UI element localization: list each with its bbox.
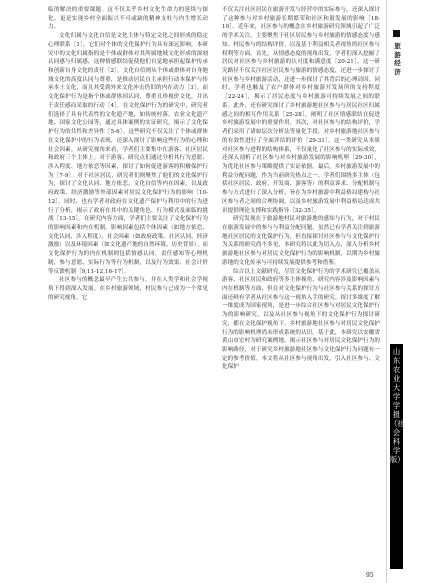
- right-paragraph-3: 综合以上文献研究，尽管文化保护行为的学术研究已覆盖从游客、社区居民和政府等多主体视角，研究内容涉及影响因素与内在机制等方面，但在对文化保护行为与社区参与关系的探讨方面还鲜有学者从社区参与这一视角入手的研究。探讨多维度了解一维度成为国家视角，是进一步综合社区参与对居民文化保护行为的影响研究，以及从社区参与视角下的文化保护行为探讨研究，都在文化保护视角下，乡村旅游地社区参与对居民文化保护行为的影响机理尚未形成系统的认识。基于此，本研究以安徽省黄山市宏村为研究案例地，揭示社区参与对居民文化保护行为的影响路径，对于研究乡村旅游地社区参与文化保护行为问题有一定的参考价值。本文将从社区参与视角出发，引入社区参与、文化保护: [222, 268, 380, 371]
- journal-name-band: 山东农业大学学报（社会科学版）: [390, 344, 403, 569]
- section-marker-square-icon: [393, 30, 400, 37]
- sidebar-divider: [386, 0, 387, 583]
- right-paragraph-2: 研究发现在于旅游地村民对旅游地的感知与行为，对于村民在旅游发展中的参与与利益分配问题，虽然已有学者关注到旅游地社区居民的文化保护行为，但直接探讨社区参与与文化保护行为关系的研究尚不多见，本研究将以此为切入点，深入分析乡村旅游地社区参与对居民文化保护行为的影响机制，以期为乡村旅游地的文化传承与可持续发展提供参考和借鉴。: [222, 216, 380, 266]
- right-paragraph-1: 不仅关注社区居民在旅游开发与经营中的实际参与，还深入探讨了这种参与对乡村旅游长期繁荣和社区和谐发展的影响［18-19］。近年来，社区参与的概念在乡村旅游研究领域引起了广泛的学术关注，主要聚焦于社区居民参与乡村旅游的情感态度与感知、村民参与的结构评价，以及基于利益相关者视角的社区参与权利等方面。首先，从情感态度的视角出发，学者们深入挖掘了居民对社区参与乡村旅游的认可度和满意度［20-21］，这一研究路径不仅关注社区居民参与旅游的情感态度，还进一步探讨了社区参与乡村旅游活动，还进一步探讨了其背后的心理动因。同时，学者也触及了农户群体对乡村旅游开发场所的支持程度［22-24］，揭示了居民态度与乡村旅游可持续发展之间的联系。此外，还有研究探讨了乡村旅游地社区参与与居民社区归属感之间的相互作用关系［25-28］，阐明了社区情感联结在促进乡村旅游发展中的重要作用。其次，对社区参与的结构评价，学者们采用了诸如层次分析法等量化手段，对乡村旅游地社区参与的有效性进行了全面评估的评价［29-31］。这一类研究从本质对社区参与进程的结构体系，不仅量化了社区参与的实际成效，还深入剖析了社区参与对乡村旅游发展的影响机理［29-30］，为优化社区参与策略提供了实证依据。最后，乡村旅游发展中的利益分配问题，作为当前研究热点之一，学者们围绕多主体（包括社区居民、政府、开发商、游客等）的利益诉求、分配机制与参与方式进行了深入分析，旨在为乡村旅游中利益格局建构与社区参与者之间的合理协调，以及乡村旅游发展中利益格局达成共识提供理论支撑和实践指导［32-35］。: [222, 7, 380, 214]
- left-text-column: [48, 6, 208, 302]
- left-paragraph-3: 社区参与的概念最早产生公共参与，并在人类学和社会学视角下得到深入发展。在乡村旅游领域，村民参与已成为一个常见的研究视角，它: [48, 277, 208, 301]
- section-title: 旅游经济: [394, 42, 401, 76]
- right-text-column: [222, 6, 380, 372]
- left-paragraph-2: 文化归属与文化自信是文化主体与特定文化之间形成的稳定心理联系［1］，它们对个体的文化保护行为具有深远影响。本研究中的文化归属指的是个体或群体对其所属地域文化形成的深刻认同感与归属感，这种情感联结促使他们自觉地承担起保护传承和创新自身文化的责任［2］。文化自信则从个体或群体对自身地域文化的高度认同与尊重，是推动居民自主承担行动本保护与传承本土文化，而且其受到外来文化冲击仍旧的内在动力［3］。而文化保护行为是指个体或群体因认同，尊重且珍视价文化，并出于责任感而采取的行动［4］。在文化保护行为的研究中，研究者们选择了具有代表性的文化遗产地，如传统村落、农业文化遗产地、国家文化公园等，通过具体案例的实证研究，揭示了文化保护行为的共性和差异性［5-6］。这些研究不仅关注了个体或群体在文化保护中的行为表现，还深入探讨了影响这些行为的心理和社会因素。从研究视角来看，学者们主要集中在游客、社区居民和政府三个主体上。对于游客，研究点们通过分析其行为意愿、涉入程度、地方依恋等因素，探讨了如何促进游客的积极保护行为［7-9］。对于社区居民，研究者们则聚焦了他们的文化保护行为，探讨了文化认同、地方依恋、文化自信等内在因素，以及政府政策、经济激励等外部因素对居民文化保护行为的影响［10-12］。同时，也有学者对政府在文化遗产保护与利用中的行为进行了分析，揭示了政府在其中的关键角色、行为模式及面临的挑战［13-15］。在研究内容方面，学者们主要关注了文化保护行为的影响因素和内在机制。影响因素包括个体因素（如地方依恋、文化认同、涉入程度）、社会因素（如政府政策、社区认同、经济激励）以及环境因素（如文化遗产地的自然环境、历史背景）。而文化保护行为的内在机制则包括情感认同、责任感知等心理机制，参与意愿、实际行为等行为机制，以及行为效果、社会计价等反馈机制［9,11-12,16-17］。: [48, 33, 208, 275]
- page-number: 95: [366, 572, 374, 579]
- left-paragraph-1: 临的解决的重要课题。这不仅关乎乡村文化生命力的延续与探化，更是实现乡村全面振兴不可或缺的精神支柱与内生增长动力。: [48, 7, 208, 31]
